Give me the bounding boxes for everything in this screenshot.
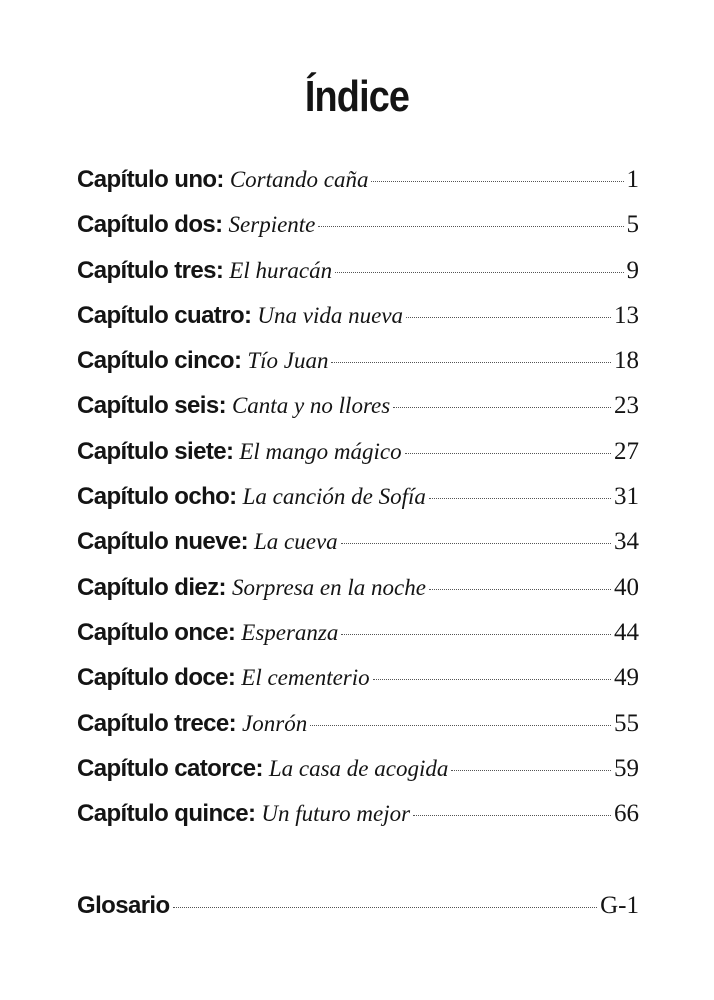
chapter-label: Capítulo cuatro: — [77, 301, 252, 329]
chapter-name: Serpiente — [228, 212, 316, 238]
dot-leader — [331, 362, 611, 363]
toc-entry — [77, 483, 639, 528]
page-number: 40 — [614, 573, 639, 601]
dot-leader — [341, 634, 611, 635]
chapter-name: Jonrón — [242, 710, 308, 736]
page-number: 34 — [614, 528, 639, 556]
chapter-label: Capítulo cinco: — [77, 347, 242, 375]
page-number: 1 — [626, 166, 639, 193]
chapter-label: Capítulo siete: — [77, 437, 234, 465]
toc-entry — [77, 892, 639, 937]
page-number: 23 — [614, 392, 639, 420]
toc-entry — [77, 800, 639, 845]
chapter-label: Capítulo doce: — [77, 664, 236, 692]
dot-leader — [413, 815, 611, 816]
chapter-name: Un futuro mejor — [261, 801, 411, 827]
chapter-name: El mango mágico — [239, 438, 402, 464]
dot-leader — [451, 770, 611, 771]
page-number: 18 — [614, 347, 639, 375]
page-number: 66 — [614, 800, 639, 828]
chapter-list — [77, 166, 639, 845]
toc-entry — [77, 755, 639, 800]
page-number: 5 — [626, 211, 639, 239]
toc-entry — [77, 574, 639, 619]
page-number: 9 — [626, 256, 639, 284]
dot-leader — [335, 272, 623, 273]
chapter-label: Capítulo nueve: — [77, 528, 249, 556]
chapter-name: La canción de Sofía — [242, 484, 426, 510]
toc-entry — [77, 257, 639, 302]
page-number: 13 — [614, 301, 639, 329]
chapter-label: Capítulo dos: — [77, 211, 223, 239]
dot-leader — [371, 181, 623, 182]
toc-entry — [77, 710, 639, 755]
chapter-name: La casa de acogida — [268, 755, 449, 781]
page-number: G-1 — [600, 892, 639, 919]
toc-entry — [77, 438, 639, 483]
chapter-name: Cortando caña — [229, 167, 369, 192]
glossary-label: Glosario — [77, 892, 170, 919]
chapter-label: Capítulo once: — [77, 618, 236, 646]
chapter-label: Capítulo ocho: — [77, 483, 237, 511]
chapter-name: El cementerio — [241, 665, 370, 691]
dot-leader — [393, 407, 611, 408]
chapter-label: Capítulo catorce: — [77, 754, 263, 782]
page-number: 49 — [614, 664, 639, 692]
page-number: 31 — [614, 483, 639, 511]
toc-entry — [77, 619, 639, 664]
chapter-name: Sorpresa en la noche — [231, 574, 426, 600]
dot-leader — [429, 589, 611, 590]
dot-leader — [373, 679, 611, 680]
chapter-label: Capítulo seis: — [77, 392, 226, 420]
toc-entry — [77, 528, 639, 573]
dot-leader — [405, 453, 611, 454]
chapter-label: Capítulo uno: — [77, 166, 224, 193]
page-number: 55 — [614, 709, 639, 737]
dot-leader — [173, 907, 598, 908]
page-number: 44 — [614, 618, 639, 646]
chapter-name: El huracán — [229, 257, 333, 283]
chapter-name: Esperanza — [241, 619, 339, 645]
chapter-label: Capítulo quince: — [77, 800, 256, 828]
chapter-label: Capítulo trece: — [77, 709, 237, 737]
toc-entry — [77, 347, 639, 392]
page-number: 59 — [614, 754, 639, 782]
chapter-name: Tío Juan — [247, 348, 329, 374]
dot-leader — [429, 498, 611, 499]
page-title: Índice — [304, 72, 410, 121]
chapter-label: Capítulo tres: — [77, 256, 224, 284]
toc-entry — [77, 211, 639, 256]
chapter-name: Canta y no llores — [231, 393, 391, 419]
dot-leader — [406, 317, 611, 318]
toc-entry — [77, 302, 639, 347]
chapter-label: Capítulo diez: — [77, 573, 226, 601]
dot-leader — [341, 543, 611, 544]
chapter-name: Una vida nueva — [257, 302, 404, 328]
toc-entry — [77, 664, 639, 709]
glossary-entry — [77, 892, 639, 937]
toc-entry — [77, 392, 639, 437]
dot-leader — [310, 725, 611, 726]
chapter-name: La cueva — [254, 529, 338, 555]
page-number: 27 — [614, 437, 639, 465]
dot-leader — [318, 226, 623, 227]
toc-entry — [77, 166, 639, 211]
